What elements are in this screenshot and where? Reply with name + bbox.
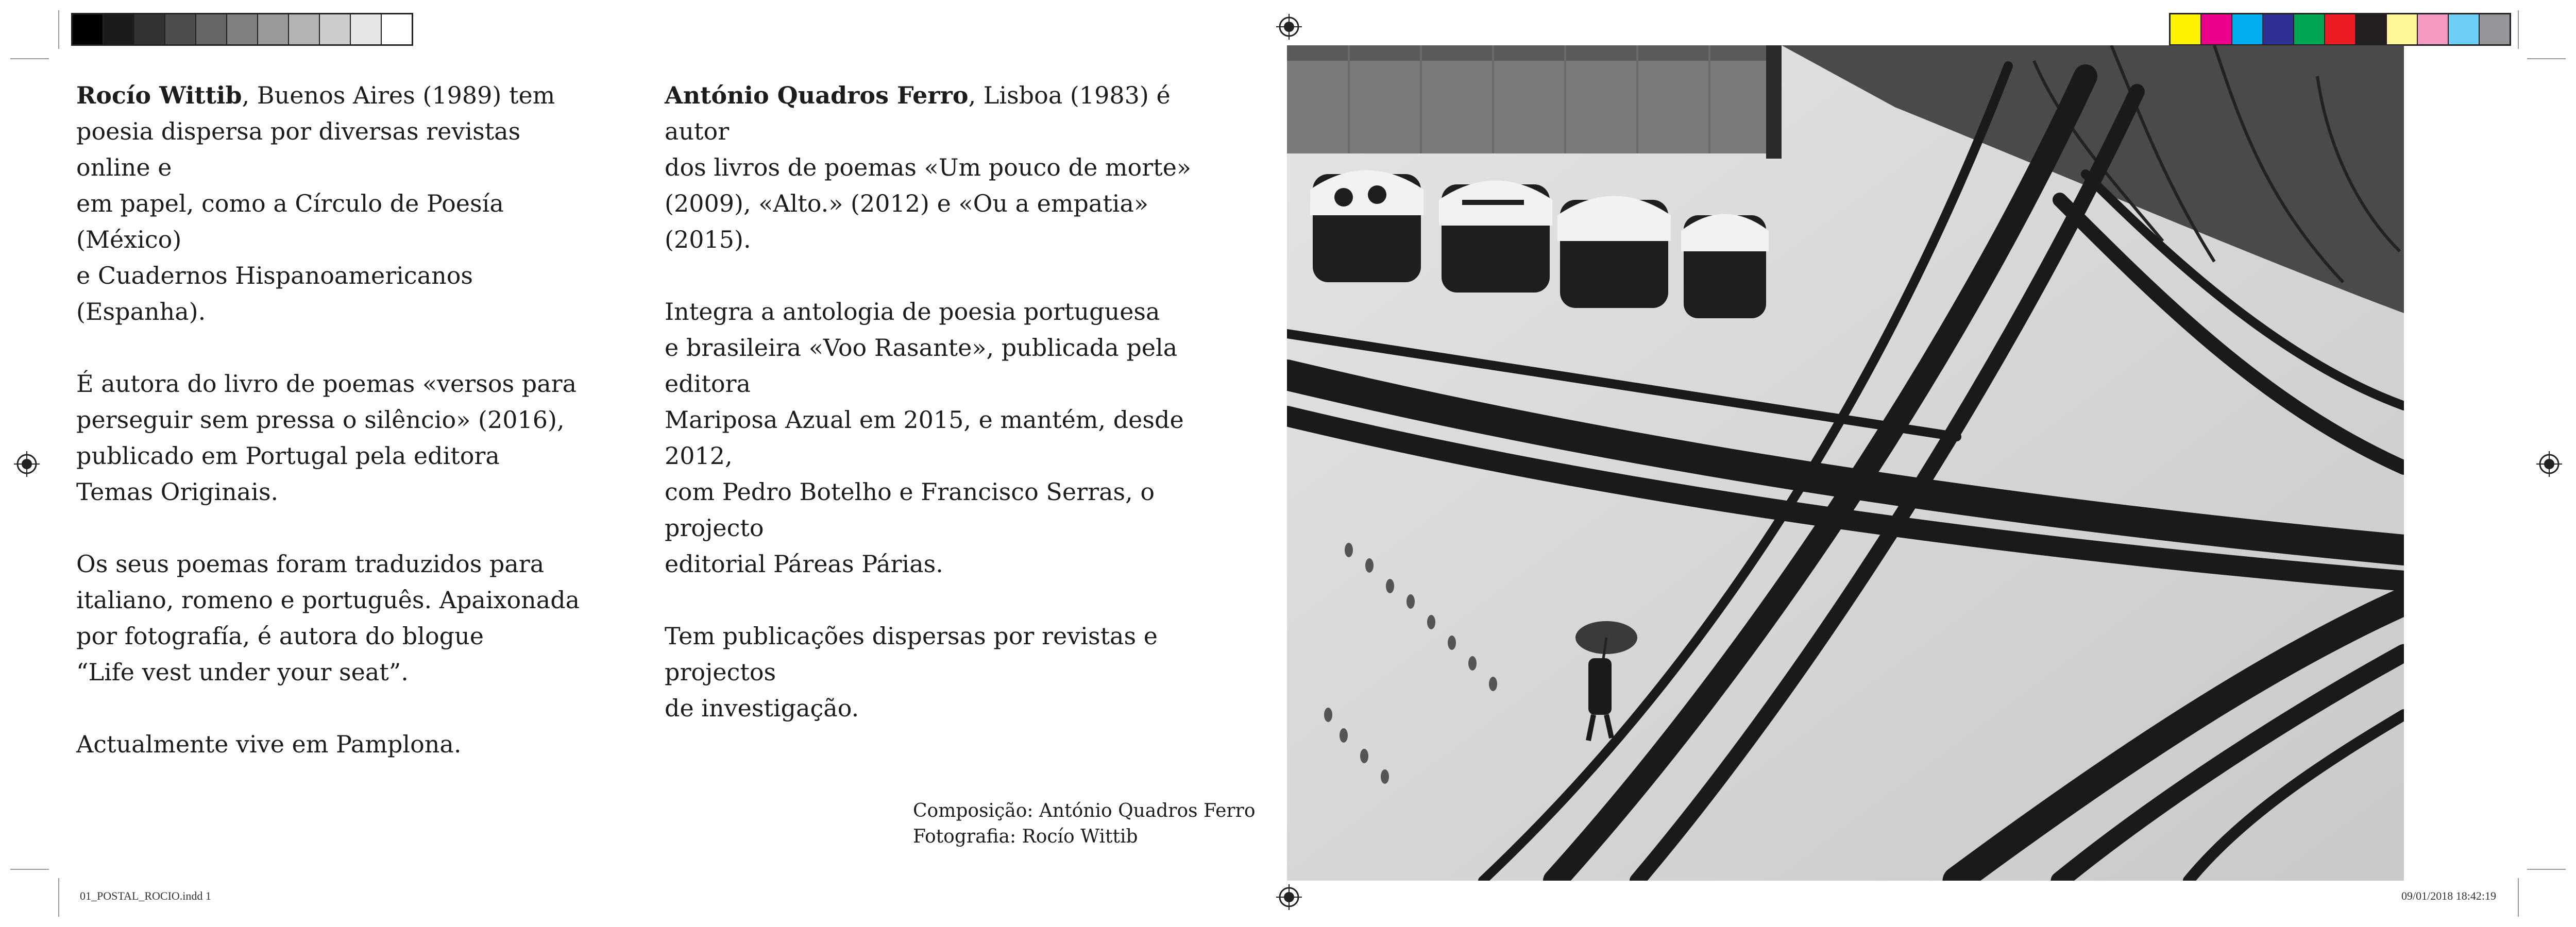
color-swatch (2201, 14, 2232, 44)
gray-swatch (227, 14, 258, 44)
file-slug: 01_POSTAL_ROCIO.indd 1 (80, 889, 211, 902)
gray-swatch (320, 14, 351, 44)
gray-swatch (258, 14, 289, 44)
gray-swatch (382, 14, 412, 44)
author-name: Rocío Wittib (76, 81, 242, 109)
gray-swatch (351, 14, 382, 44)
bio-text: , Lisboa (1983) é autor dos livros de poemas «Um pouco de morte» (2009), «Alto.» (2012) e «Ou a empatia» (2015). (665, 81, 1192, 253)
color-swatch (2171, 14, 2201, 44)
author-name: António Quadros Ferro (665, 81, 969, 109)
color-swatch (2232, 14, 2263, 44)
color-swatch (2325, 14, 2356, 44)
bio-antonio-quadros-ferro (665, 77, 1242, 726)
color-calibration-strip (2169, 13, 2511, 46)
bio-paragraph: Actualmente vive em Pamplona. (76, 730, 462, 758)
bio-paragraph: Os seus poemas foram traduzidos para italiano, romeno e português. Apaixonada por fotografía, é autora do blogue “Life vest under your seat”. (76, 550, 580, 686)
gray-swatch (73, 14, 104, 44)
crop-mark (10, 869, 49, 870)
bio-paragraph: Integra a antologia de poesia portuguesa e brasileira «Voo Rasante», publicada pela editora Mariposa Azual em 2015, e mantém, desde 2012, com Pedro Botelho e Francisco Serras, o projecto editorial Páreas Párias. (665, 298, 1184, 578)
color-swatch (2356, 14, 2387, 44)
grayscale-calibration-strip (71, 13, 413, 46)
color-swatch (2294, 14, 2325, 44)
registration-mark-icon (14, 451, 40, 477)
bio-text: , Buenos Aires (1989) tem poesia dispersa por diversas revistas online e em papel, como a Círculo de Poesía (México) e Cuadernos Hispanoamericanos (Espanha). (76, 81, 555, 325)
crop-mark (58, 878, 59, 917)
registration-mark-icon (2536, 451, 2562, 477)
color-swatch (2263, 14, 2294, 44)
color-swatch (2480, 14, 2510, 44)
crop-mark (10, 58, 49, 59)
crop-mark (58, 10, 59, 49)
composition-credit: Composição: António Quadros Ferro (913, 800, 1256, 821)
crop-mark (2527, 58, 2566, 59)
bio-paragraph: É autora do livro de poemas «versos para perseguir sem pressa o silêncio» (2016), publicado em Portugal pela editora Temas Originais. (76, 370, 577, 506)
bio-paragraph (665, 77, 1242, 258)
registration-mark-icon (1276, 884, 1302, 910)
gray-swatch (289, 14, 320, 44)
bio-paragraph (76, 77, 602, 330)
gray-swatch (104, 14, 134, 44)
bio-paragraph: Tem publicações dispersas por revistas e projectos de investigação. (665, 622, 1158, 722)
timestamp: 09/01/2018 18:42:19 (2401, 889, 2496, 902)
crop-mark (2518, 878, 2519, 917)
credits (913, 798, 1256, 850)
gray-swatch (165, 14, 196, 44)
gray-swatch (134, 14, 165, 44)
crop-mark (2518, 10, 2519, 49)
color-swatch (2418, 14, 2449, 44)
snow-street-photo (1287, 45, 2404, 881)
color-swatch (2449, 14, 2480, 44)
gray-swatch (196, 14, 227, 44)
color-swatch (2387, 14, 2418, 44)
crop-mark (2527, 869, 2566, 870)
photography-credit: Fotografia: Rocío Wittib (913, 826, 1138, 847)
bio-rocio-wittib (76, 77, 602, 762)
registration-mark-icon (1276, 14, 1302, 40)
